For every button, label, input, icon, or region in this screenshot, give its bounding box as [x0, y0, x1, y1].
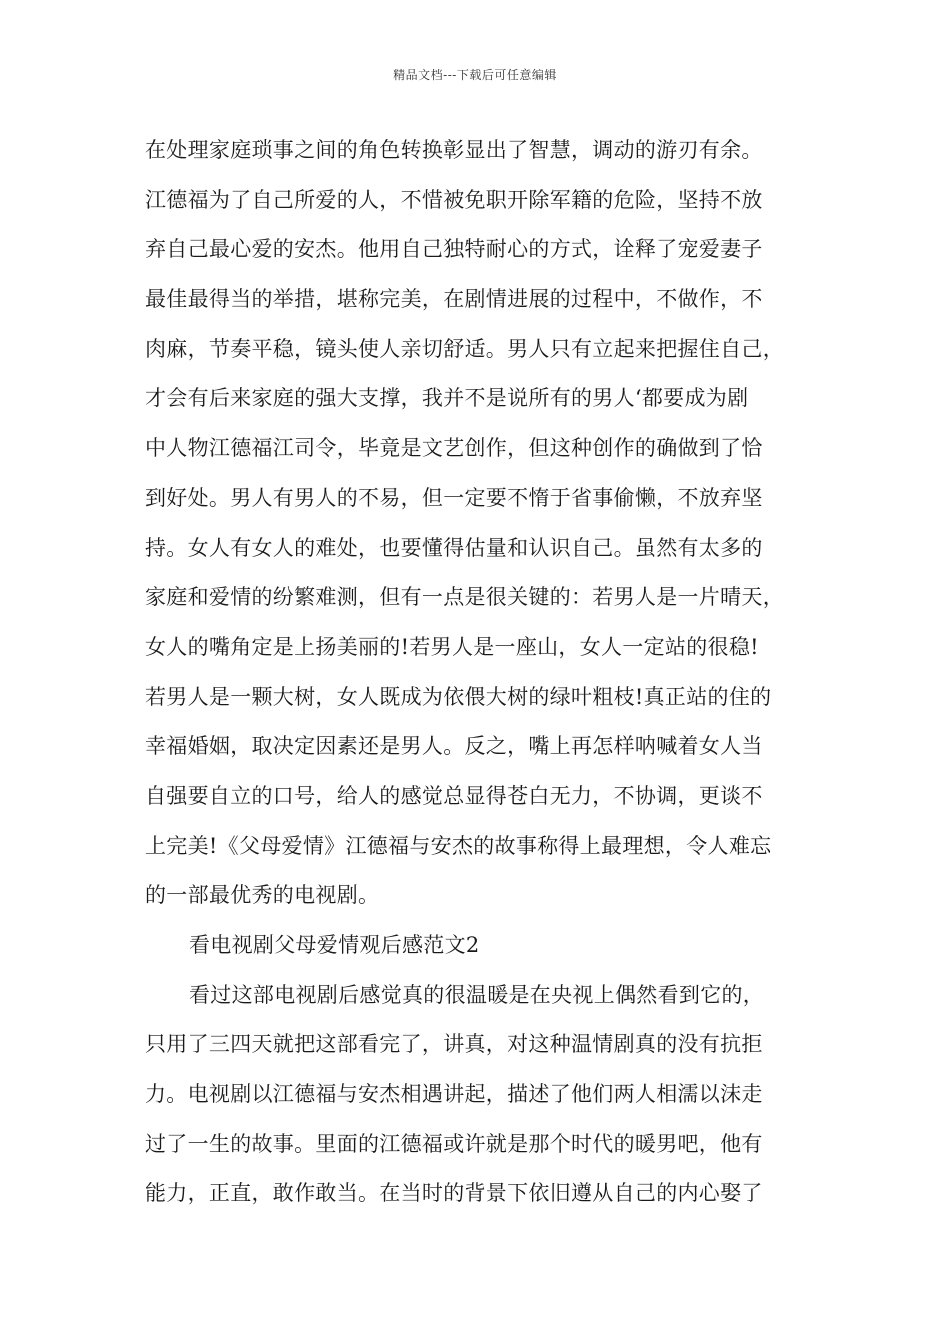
text-line: 江德福为了自己所爱的人，不惜被免职开除军籍的危险，坚持不放	[145, 187, 763, 212]
text-line: 过了一生的故事。里面的江德福或许就是那个时代的暖男吧，他有	[145, 1131, 763, 1156]
text-line: 家庭和爱情的纷繁难测，但有一点是很关键的：若男人是一片晴天，	[145, 585, 784, 610]
text-line: 幸福婚姻，取决定因素还是男人。反之，嘴上再怎样呐喊着女人当	[145, 734, 763, 759]
text-line: 自强要自立的口号，给人的感觉总显得苍白无力，不协调，更谈不	[145, 783, 763, 808]
text-line: 持。女人有女人的难处，也要懂得估量和认识自己。虽然有太多的	[145, 535, 763, 560]
text-line: 能力，正直，敢作敢当。在当时的背景下依旧遵从自己的内心娶了	[145, 1181, 763, 1206]
text-line: 力。电视剧以江德福与安杰相遇讲起，描述了他们两人相濡以沫走	[145, 1082, 763, 1107]
text-line: 只用了三四天就把这部看完了，讲真，对这种温情剧真的没有抗拒	[145, 1032, 763, 1057]
text-line: 若男人是一颗大树，女人既成为依偎大树的绿叶粗枝!真正站的住的	[145, 684, 772, 709]
page-header: 精品文档---下载后可任意编辑	[393, 68, 557, 82]
text-line: 肉麻，节奏平稳，镜头使人亲切舒适。男人只有立起来把握住自己，	[145, 336, 784, 361]
paragraph-first-line: 看过这部电视剧后感觉真的很温暖是在央视上偶然看到它的，	[189, 982, 765, 1007]
text-line: 弃自己最心爱的安杰。他用自己独特耐心的方式，诠释了宠爱妻子	[145, 237, 763, 262]
text-line: 女人的嘴角定是上扬美丽的!若男人是一座山，女人一定站的很稳!	[145, 634, 759, 659]
text-line: 的一部最优秀的电视剧。	[145, 883, 380, 908]
section-heading: 看电视剧父母爱情观后感范文2	[189, 933, 480, 957]
text-line: 中人物江德福江司令，毕竟是文艺创作，但这种创作的确做到了恰	[145, 436, 763, 461]
text-line: 上完美!《父母爱情》江德福与安杰的故事称得上最理想，令人难忘	[145, 833, 772, 858]
body-text	[145, 126, 815, 1219]
text-line: 到好处。男人有男人的不易，但一定要不惰于省事偷懒，不放弃坚	[145, 485, 763, 510]
text-line: 才会有后来家庭的强大支撑，我并不是说所有的男人‘都要成为剧	[145, 386, 749, 411]
text-line: 最佳最得当的举措，堪称完美，在剧情进展的过程中，不做作，不	[145, 287, 763, 312]
text-line: 在处理家庭琐事之间的角色转换彰显出了智慧，调动的游刃有余。	[145, 138, 763, 162]
